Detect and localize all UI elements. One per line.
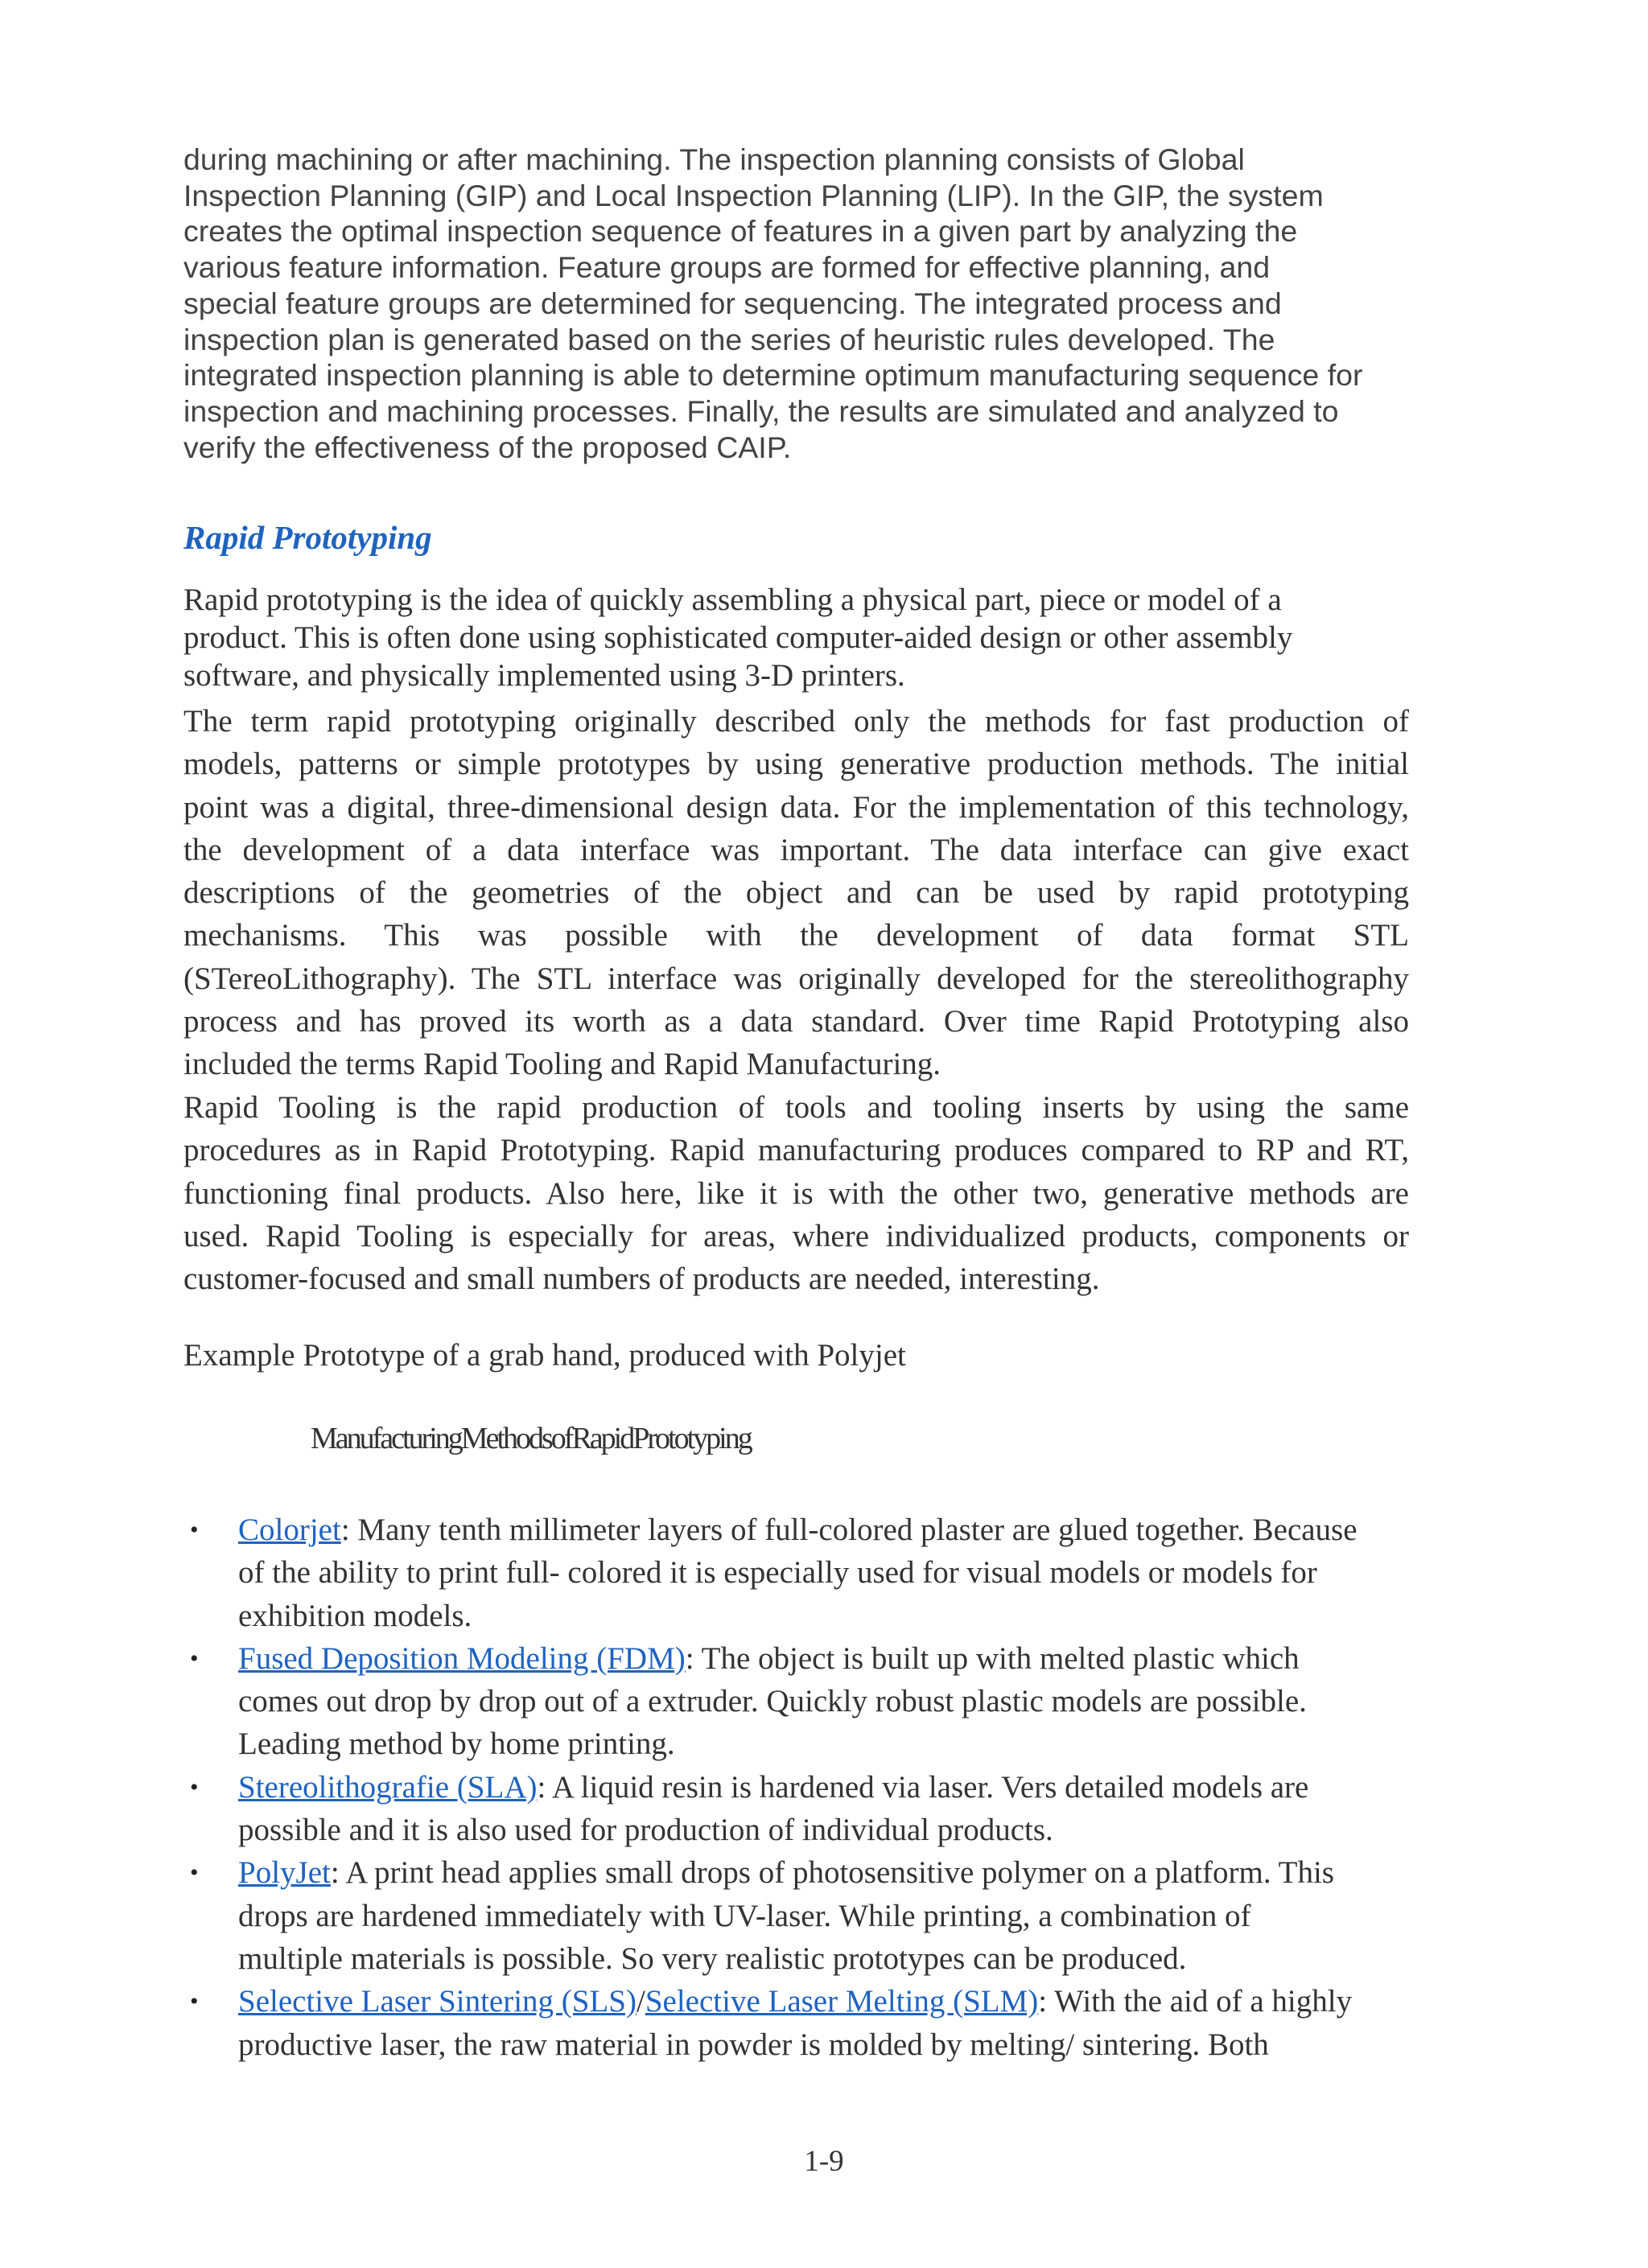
text-line	[238, 1509, 1471, 1551]
list-item-sls-slm	[183, 1980, 1471, 2066]
text-span: : A liquid resin is hardened via laser. Vers detailed models are	[537, 1769, 1309, 1805]
text-line: verify the effectiveness of the proposed CAIP.	[183, 430, 792, 464]
text-line: of the ability to print full- colored it is especially used for visual models or models for	[238, 1555, 1317, 1591]
text-line	[238, 1980, 1471, 2023]
text-span: : Many tenth millimeter layers of full-colored plaster are glued together. Because	[340, 1513, 1358, 1547]
bullet-marker: •	[190, 1517, 199, 1543]
text-line: included the terms Rapid Tooling and Rapid Manufacturing.	[183, 1047, 941, 1082]
text-span: : A print head applies small drops of photosensitive polymer on a platform. This	[330, 1855, 1334, 1891]
text-line: Rapid Tooling is the rapid production of tools and tooling inserts by using the same	[183, 1090, 1409, 1125]
text-line: product. This is often done using sophisticated computer-aided design or other assembly	[183, 620, 1293, 655]
paragraph-rapid-tooling	[183, 1086, 1409, 1300]
text-line: Inspection Planning (GIP) and Local Inspection Planning (LIP). In the GIP, the system	[183, 178, 1324, 212]
sla-link[interactable]: Stereolithografie (SLA)	[238, 1769, 538, 1805]
methods-list	[183, 1509, 1471, 2066]
list-item-polyjet	[183, 1851, 1471, 1980]
text-line: drops are hardened immediately with UV-laser. While printing, a combination of	[238, 1898, 1251, 1933]
text-line: models, patterns or simple prototypes by using generative production methods. The initial	[183, 747, 1409, 782]
text-line	[238, 1766, 1471, 1809]
text-line: multiple materials is possible. So very realistic prototypes can be produced.	[238, 1941, 1187, 1976]
text-line: Leading method by home printing.	[238, 1727, 675, 1762]
text-line: descriptions of the geometries of the object and can be used by rapid prototyping	[183, 875, 1409, 911]
text-line: integrated inspection planning is able to determine optimum manufacturing sequence for	[183, 358, 1363, 393]
text-line: various feature information. Feature groups are formed for effective planning, and	[183, 250, 1271, 285]
text-line: mechanisms. This was possible with the development of data format STL	[183, 918, 1409, 953]
text-line: The term rapid prototyping originally described only the methods for fast production of	[183, 704, 1409, 739]
text-line: software, and physically implemented using 3-D printers.	[183, 658, 905, 693]
example-caption: Example Prototype of a grab hand, produced with Polyjet	[183, 1338, 906, 1373]
text-line: possible and it is also used for production of individual products.	[238, 1813, 1053, 1848]
sls-link[interactable]: Selective Laser Sintering (SLS)	[238, 1984, 637, 2019]
text-span: : With the aid of a highly	[1038, 1984, 1353, 2019]
text-line: during machining or after machining. The inspection planning consists of Global	[183, 142, 1245, 176]
text-line: functioning final products. Also here, like it is with the other two, generative methods are	[183, 1175, 1409, 1211]
polyjet-link[interactable]: PolyJet	[238, 1855, 331, 1891]
fdm-link[interactable]: Fused Deposition Modeling (FDM)	[238, 1640, 686, 1676]
bullet-marker: •	[190, 1644, 199, 1672]
text-line: used. Rapid Tooling is especially for areas, where individualized products, components or	[183, 1218, 1409, 1253]
text-line: productive laser, the raw material in powder is molded by melting/ sintering. Both	[238, 2027, 1269, 2062]
paragraph-rapid-prototyping-definition	[183, 581, 1423, 694]
text-line: the development of a data interface was important. The data interface can give exact	[183, 832, 1409, 867]
text-line: inspection plan is generated based on the series of heuristic rules developed. The	[183, 322, 1275, 356]
text-line: point was a digital, three-dimensional design data. For the implementation of this technology,	[183, 789, 1409, 825]
section-heading: Rapid Prototyping	[183, 519, 432, 556]
intro-paragraph	[183, 142, 1439, 465]
text-line: exhibition models.	[238, 1598, 472, 1633]
text-span: : The object is built up with melted plastic which	[685, 1640, 1300, 1676]
bullet-marker: •	[190, 1773, 199, 1801]
text-line	[238, 1851, 1471, 1894]
list-item-colorjet	[183, 1509, 1471, 1637]
separator-slash: /	[636, 1984, 645, 2019]
paragraph-rapid-prototyping-history	[183, 700, 1409, 1086]
text-line	[238, 1637, 1471, 1680]
slm-link[interactable]: Selective Laser Melting (SLM)	[645, 1984, 1039, 2019]
text-line: procedures as in Rapid Prototyping. Rapid manufacturing produces compared to RP and RT,	[183, 1133, 1409, 1168]
page-number: 1-9	[804, 2145, 844, 2178]
text-line: creates the optimal inspection sequence of features in a given part by analyzing the	[183, 214, 1298, 249]
methods-heading: ManufacturingMethodsofRapidPrototyping	[311, 1422, 751, 1455]
list-item-fdm	[183, 1637, 1471, 1766]
text-line: comes out drop by drop out of a extruder. Quickly robust plastic models are possible.	[238, 1684, 1307, 1719]
text-line: (STereoLithography). The STL interface was originally developed for the stereolithography	[183, 961, 1409, 996]
text-line: special feature groups are determined for sequencing. The integrated process and	[183, 286, 1282, 320]
text-line: customer-focused and small numbers of products are needed, interesting.	[183, 1262, 1100, 1297]
bullet-marker: •	[190, 1988, 199, 2015]
bullet-marker: •	[190, 1859, 199, 1887]
list-item-sla	[183, 1766, 1471, 1852]
text-line: process and has proved its worth as a data standard. Over time Rapid Prototyping also	[183, 1004, 1409, 1039]
text-line: Rapid prototyping is the idea of quickly assembling a physical part, piece or model of a	[183, 582, 1282, 617]
text-line: inspection and machining processes. Finally, the results are simulated and analyzed to	[183, 393, 1339, 428]
colorjet-link[interactable]: Colorjet	[238, 1513, 341, 1547]
